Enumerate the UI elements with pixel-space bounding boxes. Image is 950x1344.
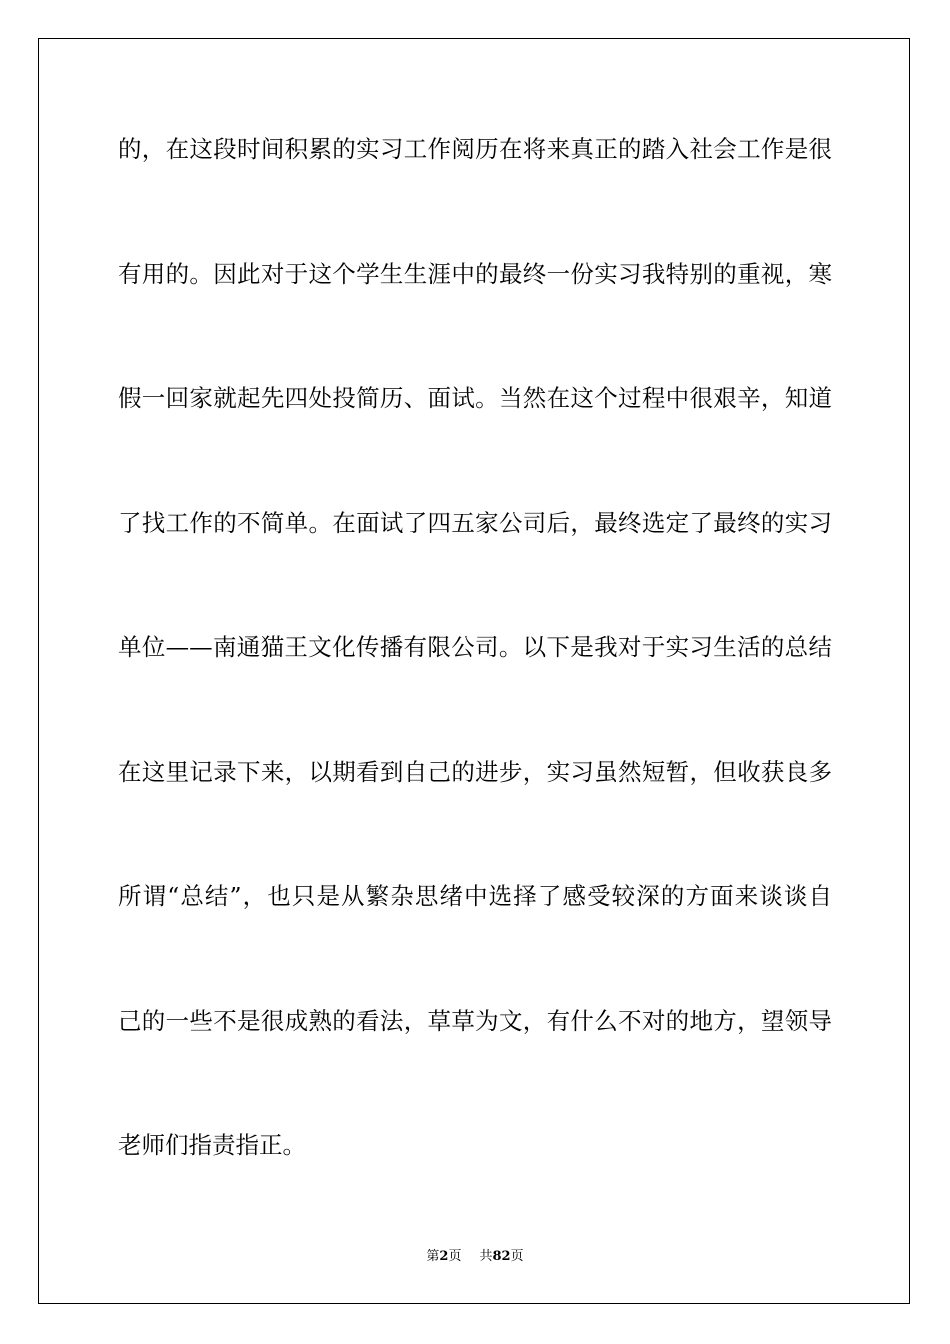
total-suffix: 页 [510, 1249, 524, 1264]
page-number: 2 [439, 1249, 449, 1264]
page-prefix: 第 [426, 1249, 440, 1264]
body-text [118, 118, 832, 1239]
text-line-6: 在这里记录下来，以期看到自己的进步，实习虽然短暂，但收获良多 [118, 757, 832, 786]
total-prefix: 共 [479, 1249, 493, 1264]
text-line-5: 单位——南通猫王文化传播有限公司。以下是我对于实习生活的总结 [118, 633, 832, 661]
text-line-2: 有用的。因此对于这个学生生涯中的最终一份实习我特别的重视，寒 [118, 259, 832, 288]
text-line-9: 老师们指责指正。 [118, 1131, 306, 1159]
text-line-1: 的，在这段时间积累的实习工作阅历在将来真正的踏入社会工作是很 [118, 135, 832, 163]
page-footer [0, 1248, 950, 1266]
page-suffix: 页 [448, 1249, 462, 1264]
text-line-3: 假一回家就起先四处投简历、面试。当然在这个过程中很艰辛，知道 [118, 384, 832, 412]
text-line-4: 了找工作的不简单。在面试了四五家公司后，最终选定了最终的实习 [118, 508, 832, 537]
text-line-8: 己的一些不是很成熟的看法，草草为文，有什么不对的地方，望领导 [118, 1006, 832, 1035]
total-pages: 82 [492, 1249, 511, 1264]
text-line-7: 所谓“总结”，也只是从繁杂思绪中选择了感受较深的方面来谈谈自 [118, 882, 832, 910]
